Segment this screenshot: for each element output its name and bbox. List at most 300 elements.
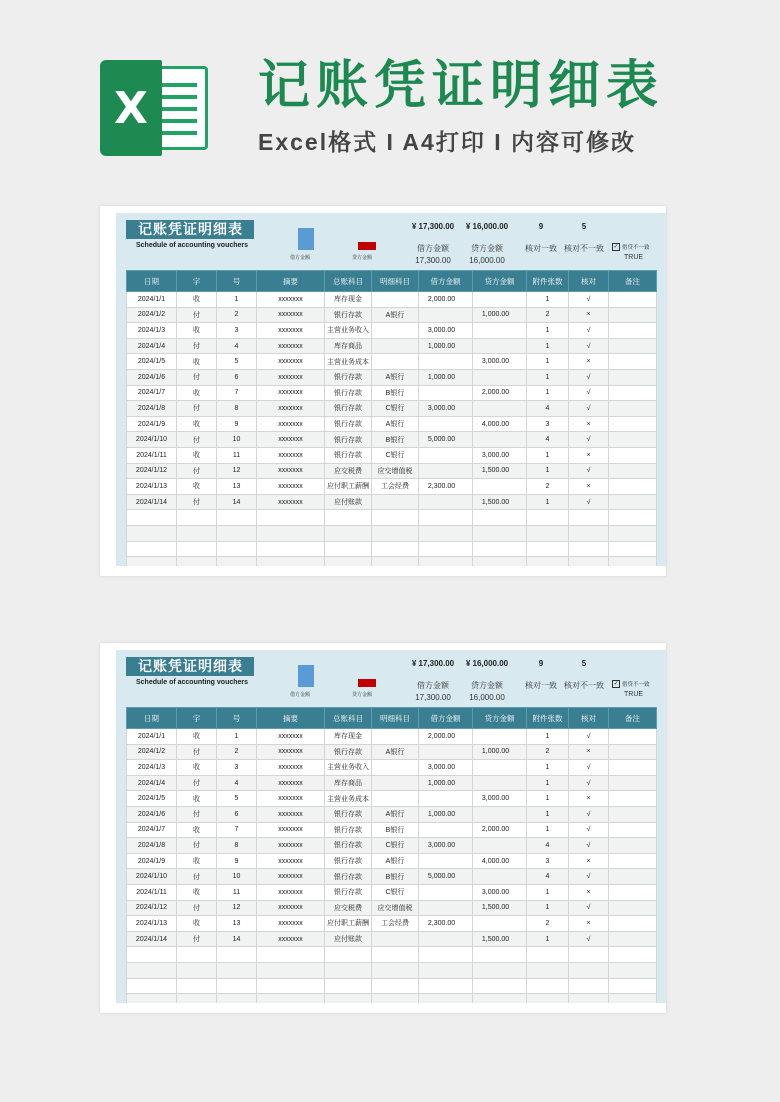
table-cell: 1 xyxy=(527,494,569,510)
table-row[interactable] xyxy=(127,447,657,463)
table-cell: 付 xyxy=(177,369,217,385)
table-cell-empty xyxy=(217,510,257,526)
table-cell-empty xyxy=(473,994,527,1003)
mismatch-checkbox[interactable] xyxy=(612,680,650,688)
table-cell xyxy=(609,775,657,791)
table-cell: 2024/1/7 xyxy=(127,385,177,401)
summary-label: 贷方金额 xyxy=(471,244,503,253)
table-cell-empty xyxy=(217,525,257,541)
chart-legend-credit: 贷方金额 xyxy=(352,255,373,261)
table-cell: xxxxxxx xyxy=(257,369,325,385)
table-row[interactable] xyxy=(127,479,657,495)
table-cell: 付 xyxy=(177,775,217,791)
table-cell: √ xyxy=(569,838,609,854)
table-cell: 2024/1/13 xyxy=(127,479,177,495)
table-cell-empty xyxy=(372,557,419,566)
table-cell: 主营业务收入 xyxy=(325,760,372,776)
column-header: 明细科目 xyxy=(372,708,419,729)
table-cell xyxy=(609,806,657,822)
table-cell: xxxxxxx xyxy=(257,900,325,916)
table-cell: 收 xyxy=(177,884,217,900)
table-cell: xxxxxxx xyxy=(257,838,325,854)
table-cell: 付 xyxy=(177,401,217,417)
table-cell: 应交税费 xyxy=(325,463,372,479)
table-cell: A银行 xyxy=(372,744,419,760)
table-cell: B银行 xyxy=(372,385,419,401)
table-cell: 主营业务成本 xyxy=(325,791,372,807)
table-row-empty[interactable] xyxy=(127,978,657,994)
table-cell: 付 xyxy=(177,307,217,323)
table-cell xyxy=(473,369,527,385)
table-cell: 收 xyxy=(177,292,217,308)
table-cell-empty xyxy=(127,962,177,978)
table-cell: B银行 xyxy=(372,822,419,838)
table-cell: 银行存款 xyxy=(325,822,372,838)
summary-label: 核对不一致 xyxy=(564,244,604,253)
table-cell: 2024/1/4 xyxy=(127,338,177,354)
table-cell: 银行存款 xyxy=(325,432,372,448)
table-cell: 14 xyxy=(217,494,257,510)
table-cell: 2024/1/11 xyxy=(127,884,177,900)
table-cell: × xyxy=(569,744,609,760)
table-cell xyxy=(609,479,657,495)
table-cell: C银行 xyxy=(372,838,419,854)
column-header: 字 xyxy=(177,708,217,729)
table-cell xyxy=(609,369,657,385)
column-header: 摘要 xyxy=(257,271,325,292)
table-cell: 主营业务收入 xyxy=(325,323,372,339)
table-row[interactable] xyxy=(127,729,657,745)
table-row[interactable] xyxy=(127,416,657,432)
table-cell: xxxxxxx xyxy=(257,806,325,822)
table-cell: xxxxxxx xyxy=(257,791,325,807)
table-cell-empty xyxy=(609,947,657,963)
table-cell-empty xyxy=(419,962,473,978)
banner xyxy=(0,0,780,190)
table-row[interactable] xyxy=(127,806,657,822)
table-cell xyxy=(372,791,419,807)
table-cell: 2024/1/7 xyxy=(127,822,177,838)
table-cell-empty xyxy=(473,541,527,557)
table-cell: 收 xyxy=(177,822,217,838)
table-cell: 1 xyxy=(527,729,569,745)
table-row[interactable] xyxy=(127,401,657,417)
column-header: 日期 xyxy=(127,271,177,292)
table-cell: 1 xyxy=(527,931,569,947)
table-row[interactable] xyxy=(127,931,657,947)
column-header: 日期 xyxy=(127,708,177,729)
table-cell xyxy=(609,791,657,807)
table-cell xyxy=(609,307,657,323)
table-cell: 收 xyxy=(177,760,217,776)
table-cell xyxy=(609,729,657,745)
table-cell: xxxxxxx xyxy=(257,463,325,479)
table-cell: 付 xyxy=(177,806,217,822)
table-cell: 2 xyxy=(527,479,569,495)
table-cell: × xyxy=(569,916,609,932)
table-cell xyxy=(473,323,527,339)
table-cell: √ xyxy=(569,806,609,822)
summary-amount: 17,300.00 xyxy=(415,693,451,702)
checkbox-label: 借贷不一致 xyxy=(622,245,650,251)
table-cell xyxy=(372,729,419,745)
table-cell-empty xyxy=(473,557,527,566)
table-cell-empty xyxy=(177,947,217,963)
table-row-empty[interactable] xyxy=(127,962,657,978)
table-row[interactable] xyxy=(127,307,657,323)
table-row[interactable] xyxy=(127,822,657,838)
table-cell: 3 xyxy=(527,416,569,432)
table-cell: 3,000.00 xyxy=(419,838,473,854)
table-cell xyxy=(473,838,527,854)
table-header-row xyxy=(127,271,657,292)
table-cell: 收 xyxy=(177,729,217,745)
table-cell: xxxxxxx xyxy=(257,822,325,838)
column-header: 贷方金额 xyxy=(473,708,527,729)
table-cell: 6 xyxy=(217,806,257,822)
table-cell: xxxxxxx xyxy=(257,447,325,463)
table-cell xyxy=(609,292,657,308)
column-header: 贷方金额 xyxy=(473,271,527,292)
table-cell-empty xyxy=(372,541,419,557)
table-cell: 2024/1/13 xyxy=(127,916,177,932)
table-cell: 2024/1/1 xyxy=(127,729,177,745)
sheet-preview-2 xyxy=(100,643,666,1013)
table-cell: xxxxxxx xyxy=(257,760,325,776)
table-cell: B银行 xyxy=(372,869,419,885)
table-cell xyxy=(609,884,657,900)
table-cell: 1 xyxy=(527,884,569,900)
table-cell-empty xyxy=(325,962,372,978)
summary-amount: 16,000.00 xyxy=(469,256,505,265)
summary-amount: 16,000.00 xyxy=(469,693,505,702)
table-cell: xxxxxxx xyxy=(257,494,325,510)
table-cell-empty xyxy=(419,525,473,541)
column-header: 附件张数 xyxy=(527,708,569,729)
table-cell: 1 xyxy=(527,385,569,401)
table-cell: xxxxxxx xyxy=(257,292,325,308)
table-cell: 收 xyxy=(177,916,217,932)
table-cell: √ xyxy=(569,385,609,401)
table-cell: √ xyxy=(569,323,609,339)
table-cell-empty xyxy=(127,978,177,994)
table-cell: 13 xyxy=(217,916,257,932)
table-cell: 付 xyxy=(177,494,217,510)
table-cell xyxy=(609,354,657,370)
summary-value: 5 xyxy=(581,222,587,231)
table-cell: √ xyxy=(569,900,609,916)
table-cell: 应付职工薪酬 xyxy=(325,479,372,495)
table-row[interactable] xyxy=(127,838,657,854)
table-cell: √ xyxy=(569,463,609,479)
table-cell-empty xyxy=(609,978,657,994)
table-cell: 应交增值税 xyxy=(372,463,419,479)
table-row[interactable] xyxy=(127,791,657,807)
table-cell-empty xyxy=(609,962,657,978)
table-cell-empty xyxy=(217,994,257,1003)
table-cell: 1,500.00 xyxy=(473,900,527,916)
table-cell xyxy=(473,775,527,791)
table-row-empty[interactable] xyxy=(127,557,657,566)
table-row[interactable] xyxy=(127,744,657,760)
table-cell: 4 xyxy=(527,432,569,448)
table-cell: 2024/1/9 xyxy=(127,853,177,869)
table-row-empty[interactable] xyxy=(127,541,657,557)
table-cell: 银行存款 xyxy=(325,869,372,885)
sheet-title: 记账凭证明细表 xyxy=(126,220,254,239)
table-cell: 14 xyxy=(217,931,257,947)
table-cell-empty xyxy=(177,541,217,557)
table-cell: 2024/1/1 xyxy=(127,292,177,308)
table-cell xyxy=(419,744,473,760)
table-row[interactable] xyxy=(127,884,657,900)
table-cell-empty xyxy=(217,541,257,557)
table-row[interactable] xyxy=(127,760,657,776)
table-cell: 库存现金 xyxy=(325,292,372,308)
table-cell xyxy=(609,744,657,760)
table-row[interactable] xyxy=(127,369,657,385)
table-cell: 银行存款 xyxy=(325,369,372,385)
table-cell xyxy=(473,432,527,448)
summary-bar-chart xyxy=(276,219,406,267)
table-cell: 1,000.00 xyxy=(419,338,473,354)
table-cell: 1 xyxy=(527,292,569,308)
table-cell-empty xyxy=(257,510,325,526)
table-cell: 12 xyxy=(217,900,257,916)
table-cell: xxxxxxx xyxy=(257,479,325,495)
table-row-empty[interactable] xyxy=(127,510,657,526)
chart-legend-debit: 借方金额 xyxy=(290,255,311,261)
table-cell-empty xyxy=(527,978,569,994)
table-cell-empty xyxy=(569,994,609,1003)
table-cell-empty xyxy=(257,962,325,978)
table-cell: 付 xyxy=(177,432,217,448)
table-cell xyxy=(372,354,419,370)
table-row[interactable] xyxy=(127,432,657,448)
table-row[interactable] xyxy=(127,916,657,932)
table-cell: 3 xyxy=(217,323,257,339)
table-cell: 2 xyxy=(527,307,569,323)
table-cell-empty xyxy=(177,557,217,566)
table-cell-empty xyxy=(217,978,257,994)
summary-label: 借方金额 xyxy=(417,244,449,253)
table-cell: 银行存款 xyxy=(325,447,372,463)
table-cell: 8 xyxy=(217,838,257,854)
summary-amount: 17,300.00 xyxy=(415,256,451,265)
table-cell: A银行 xyxy=(372,853,419,869)
table-cell-empty xyxy=(325,510,372,526)
table-cell: 3 xyxy=(217,760,257,776)
table-cell-empty xyxy=(177,978,217,994)
table-row[interactable] xyxy=(127,463,657,479)
table-cell xyxy=(609,822,657,838)
table-cell xyxy=(609,900,657,916)
table-cell-empty xyxy=(177,525,217,541)
table-cell: 银行存款 xyxy=(325,853,372,869)
table-cell: 收 xyxy=(177,385,217,401)
table-cell xyxy=(419,791,473,807)
column-header: 总账科目 xyxy=(325,708,372,729)
table-cell-empty xyxy=(419,978,473,994)
table-cell xyxy=(609,838,657,854)
table-cell-empty xyxy=(527,994,569,1003)
column-header: 明细科目 xyxy=(372,271,419,292)
table-cell: 5 xyxy=(217,354,257,370)
table-cell-empty xyxy=(372,962,419,978)
table-cell xyxy=(473,292,527,308)
table-cell: xxxxxxx xyxy=(257,931,325,947)
table-cell: 2024/1/10 xyxy=(127,869,177,885)
table-cell xyxy=(473,760,527,776)
table-cell: 银行存款 xyxy=(325,806,372,822)
table-cell-empty xyxy=(372,947,419,963)
summary-value: 9 xyxy=(538,222,544,231)
mismatch-checkbox[interactable] xyxy=(612,243,650,251)
excel-logo-letter: X xyxy=(100,60,162,156)
table-cell: 5 xyxy=(217,791,257,807)
table-cell xyxy=(609,853,657,869)
table-cell: 1 xyxy=(527,806,569,822)
table-cell: √ xyxy=(569,292,609,308)
table-cell: 2024/1/6 xyxy=(127,369,177,385)
table-cell: 2024/1/8 xyxy=(127,838,177,854)
credit-bar xyxy=(358,242,376,250)
table-cell: 2024/1/3 xyxy=(127,323,177,339)
table-cell-empty xyxy=(609,541,657,557)
table-cell: 1,000.00 xyxy=(473,744,527,760)
table-cell-empty xyxy=(325,947,372,963)
table-cell: C银行 xyxy=(372,884,419,900)
checkbox-label: 借贷不一致 xyxy=(622,682,650,688)
summary-value: ¥ 17,300.00 xyxy=(411,659,455,668)
table-cell-empty xyxy=(257,525,325,541)
table-cell-empty xyxy=(177,962,217,978)
table-cell: × xyxy=(569,853,609,869)
table-cell-empty xyxy=(569,541,609,557)
table-cell xyxy=(372,338,419,354)
table-cell-empty xyxy=(569,978,609,994)
table-cell: xxxxxxx xyxy=(257,916,325,932)
table-cell: 收 xyxy=(177,791,217,807)
table-cell: 2 xyxy=(217,744,257,760)
table-cell: 应付账款 xyxy=(325,494,372,510)
table-cell: 1 xyxy=(527,791,569,807)
table-row[interactable] xyxy=(127,853,657,869)
table-row[interactable] xyxy=(127,494,657,510)
table-cell-empty xyxy=(569,947,609,963)
table-cell-empty xyxy=(473,962,527,978)
table-cell-empty xyxy=(325,994,372,1003)
table-cell: √ xyxy=(569,494,609,510)
table-row[interactable] xyxy=(127,292,657,308)
table-cell: 付 xyxy=(177,463,217,479)
column-header: 备注 xyxy=(609,271,657,292)
table-cell: 4 xyxy=(217,338,257,354)
table-row[interactable] xyxy=(127,323,657,339)
credit-bar xyxy=(358,679,376,687)
table-cell: √ xyxy=(569,401,609,417)
table-cell: 1,500.00 xyxy=(473,494,527,510)
table-cell: xxxxxxx xyxy=(257,884,325,900)
table-cell: 11 xyxy=(217,447,257,463)
column-header: 摘要 xyxy=(257,708,325,729)
table-cell: × xyxy=(569,479,609,495)
table-row[interactable] xyxy=(127,338,657,354)
summary-value: ¥ 16,000.00 xyxy=(465,659,509,668)
table-cell: A银行 xyxy=(372,307,419,323)
table-cell: 10 xyxy=(217,869,257,885)
table-cell: 9 xyxy=(217,416,257,432)
flag-value: TRUE xyxy=(624,691,644,698)
table-cell: 1,500.00 xyxy=(473,463,527,479)
table-cell: 2024/1/3 xyxy=(127,760,177,776)
table-cell: 银行存款 xyxy=(325,744,372,760)
table-row-empty[interactable] xyxy=(127,947,657,963)
table-cell: 1,000.00 xyxy=(473,307,527,323)
table-cell-empty xyxy=(127,525,177,541)
table-row-empty[interactable] xyxy=(127,525,657,541)
table-cell-empty xyxy=(473,510,527,526)
table-cell: 2,000.00 xyxy=(419,729,473,745)
summary-value: 9 xyxy=(538,659,544,668)
table-row[interactable] xyxy=(127,900,657,916)
table-row[interactable] xyxy=(127,354,657,370)
table-cell: 付 xyxy=(177,744,217,760)
table-cell: 1 xyxy=(217,292,257,308)
table-cell-empty xyxy=(177,510,217,526)
table-cell: 2,000.00 xyxy=(473,385,527,401)
table-cell: 收 xyxy=(177,853,217,869)
table-cell: 1,500.00 xyxy=(473,931,527,947)
sheet-title-en: Schedule of accounting vouchers xyxy=(136,679,249,686)
table-cell xyxy=(419,822,473,838)
table-row[interactable] xyxy=(127,775,657,791)
table-cell xyxy=(419,447,473,463)
table-cell-empty xyxy=(257,994,325,1003)
table-cell xyxy=(609,869,657,885)
table-cell: 收 xyxy=(177,479,217,495)
table-cell-empty xyxy=(419,947,473,963)
table-cell: 4 xyxy=(217,775,257,791)
table-cell-empty xyxy=(527,947,569,963)
table-cell xyxy=(609,447,657,463)
summary-label: 核对不一致 xyxy=(564,681,604,690)
table-cell xyxy=(419,494,473,510)
summary-label: 核对一致 xyxy=(525,244,557,253)
table-cell: 2024/1/5 xyxy=(127,354,177,370)
summary-value: ¥ 16,000.00 xyxy=(465,222,509,231)
table-cell: 11 xyxy=(217,884,257,900)
table-cell: 应交税费 xyxy=(325,900,372,916)
table-cell xyxy=(372,292,419,308)
table-cell: 2024/1/2 xyxy=(127,744,177,760)
table-cell: 8 xyxy=(217,401,257,417)
table-row[interactable] xyxy=(127,869,657,885)
table-cell: 3,000.00 xyxy=(473,447,527,463)
table-cell: √ xyxy=(569,931,609,947)
table-cell: 付 xyxy=(177,931,217,947)
sheet-content xyxy=(116,650,666,1003)
table-cell: 2024/1/5 xyxy=(127,791,177,807)
table-cell: 1 xyxy=(217,729,257,745)
table-cell: A银行 xyxy=(372,416,419,432)
table-row[interactable] xyxy=(127,385,657,401)
table-cell: 2024/1/12 xyxy=(127,463,177,479)
table-cell: 3,000.00 xyxy=(473,791,527,807)
table-cell: 5,000.00 xyxy=(419,869,473,885)
table-cell: × xyxy=(569,307,609,323)
table-row-empty[interactable] xyxy=(127,994,657,1003)
